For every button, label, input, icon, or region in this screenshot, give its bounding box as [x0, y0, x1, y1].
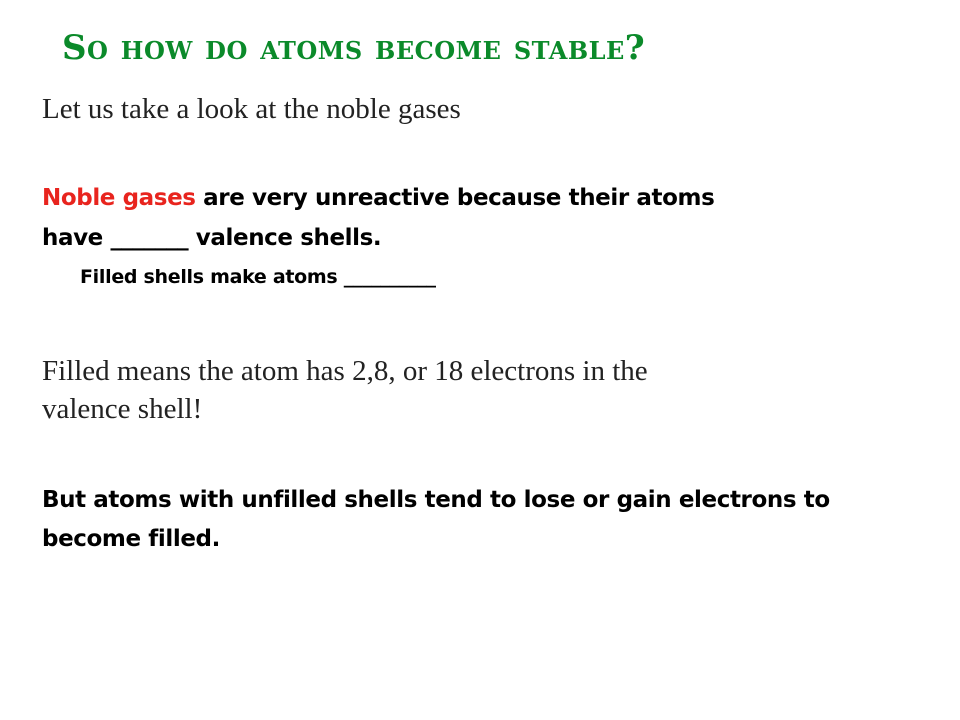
intro-text: Let us take a look at the noble gases [42, 93, 461, 125]
noble-gases-line-1 [42, 178, 714, 218]
unfilled-shells-line-1: But atoms with unfilled shells tend to lose or gain electrons to [42, 487, 830, 513]
filled-means-line-2: valence shell! [42, 393, 203, 425]
filled-means-line-1: Filled means the atom has 2,8, or 18 electrons in the [42, 355, 648, 387]
filled-shells-text: Filled shells make atoms __________ [80, 266, 436, 288]
noble-gases-rest: are very unreactive because their atoms [195, 185, 715, 211]
noble-gases-line-2: have _______ valence shells. [42, 225, 382, 251]
noble-gases-term: Noble gases [42, 185, 196, 211]
unfilled-shells-line-2: become filled. [42, 526, 220, 552]
slide-title: So how do atoms become stable? [62, 28, 646, 68]
